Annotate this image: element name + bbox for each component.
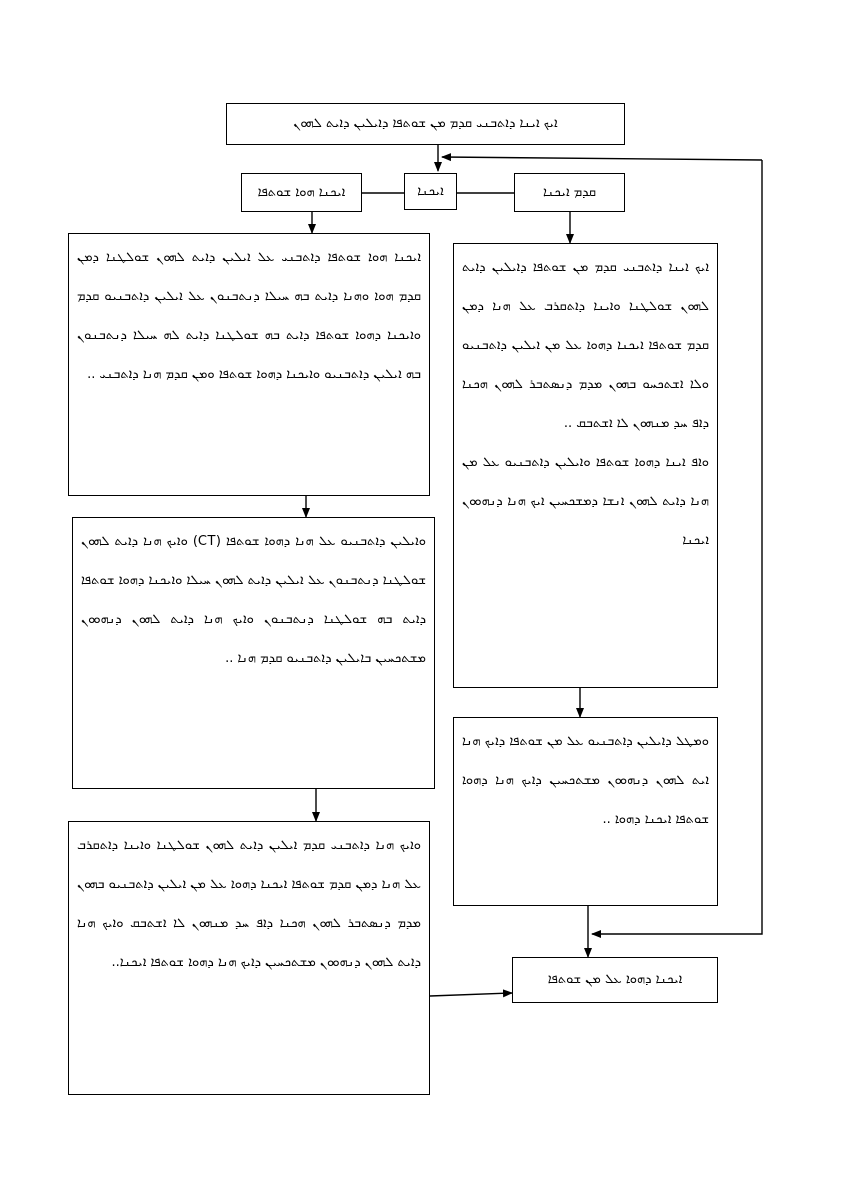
- final-node-text: ܐܝܟܢܐ ܕܗܘܐ ܥܠ ܡܢ ܫܘܬܦܐ: [547, 972, 683, 987]
- arrow-feedback-to-title-branch: [442, 157, 762, 160]
- bridge-text: ܐܝܟܢܐ: [417, 184, 444, 199]
- right-result-node: [453, 717, 718, 906]
- bottom-left-paragraph: ܘܐܝܟ ܗܢܐ ܕܐܬܒܢܝ ܩܕܡ ܐܝܠܝܢ ܕܐܝܬ ܠܗܘܢ ܫܘܠܛܢܐ ܘܐܝܢܐ ܕܐܬܩܪܒ ܥܠ ܗܢܐ ܕܡܢ ܩܕܡ ܫܘܬܦܐ ܐܝܟܢܐ ܕܗܘܐ ܥܠ ܡܢ ܐܝܠܝܢ ܕܐܬܒܢܝܘ ܒܗܘܢ ܡܕܡ ܕܢܣܬܒܪ ܠܗܘܢ ܗܟܢܐ ܕܐܦ ܚܕ ܡܢܗܘܢ ܠܐ ܐܫܬܒܩ ܘܐܝܟ ܗܢܐ ܕܐܝܬ ܠܗܘܢ ܕܢܗܘܘܢ ܡܫܬܟܚܝܢ ܕܐܝܟ ܗܢܐ ܕܗܘܐ ܫܘܬܦܐ ܐܝܟܢܐ..: [77, 838, 421, 970]
- left-head-node: [241, 173, 362, 212]
- title-node: [226, 103, 625, 145]
- left-body-node: [68, 233, 430, 496]
- right-head-text: ܩܕܡ ܐܝܟܢܐ: [543, 185, 596, 200]
- final-node: [512, 957, 718, 1003]
- middle-left-paragraph: ܘܐܝܠܝܢ ܕܐܬܒܢܝܘ ܥܠ ܗܢܐ ܕܗܘܐ ܫܘܬܦܐ (CT) ܘܐܝܟ ܗܢܐ ܕܐܝܬ ܠܗܘܢ ܫܘܠܛܢܐ ܕܢܬܒܢܘܢ ܥܠ ܐܝܠܝܢ ܕܐܝܬ ܠܗܘܢ ܚܝܠܐ ܘܐܝܟܢܐ ܕܗܘܐ ܫܘܬܦܐ ܕܐܝܬ ܒܗ ܫܘܠܛܢܐ ܕܢܬܒܢܘܢ ܘܐܝܟ ܗܢܐ ܕܐܝܬ ܠܗܘܢ ܕܢܗܘܘܢ ܡܫܬܟܚܝܢ ܒܐܝܠܝܢ ܕܐܬܒܢܝܘ ܩܕܡ ܗܢܐ ..: [81, 534, 426, 666]
- bottom-left-node: [68, 821, 430, 1095]
- right-body-paragraph-2: ܘܐܦ ܐܝܢܐ ܕܗܘܐ ܫܘܬܦܐ ܘܐܝܠܝܢ ܕܐܬܒܢܝܘ ܥܠ ܡܢ ܗܢܐ ܕܐܝܬ ܠܗܘܢ ܐܢܫܐ ܕܡܫܟܚܝܢ ܐܝܟ ܗܢܐ ܕܢܗܘܘܢ ܐܝܟܢܐ: [462, 455, 709, 548]
- bridge-node: [404, 173, 457, 210]
- left-body-paragraph: ܐܝܟܢܐ ܗܘܐ ܫܘܬܦܐ ܕܐܬܒܢܝ ܥܠ ܐܝܠܝܢ ܕܐܝܬ ܠܗܘܢ ܫܘܠܛܢܐ ܕܡܢ ܩܕܡ ܗܘܐ ܘܗܢܐ ܕܐܝܬ ܒܗ ܚܝܠܐ ܕܢܬܒܢܘܢ ܥܠ ܐܝܠܝܢ ܕܐܬܒܢܝܘ ܩܕܡ ܘܐܝܟܢܐ ܕܗܘܐ ܫܘܬܦܐ ܕܐܝܬ ܒܗ ܫܘܠܛܢܐ ܕܐܝܬ ܠܗ ܚܝܠܐ ܕܢܬܒܢܘܢ ܒܗ ܐܝܠܝܢ ܕܐܬܒܢܝܘ ܘܐܝܟܢܐ ܕܗܘܐ ܫܘܬܦܐ ܘܡܢ ܩܕܡ ܗܢܐ ܕܐܬܒܢܝ ..: [77, 250, 421, 382]
- arrow-bottom-to-final: [430, 993, 512, 996]
- title-node-text: ܐܝܟ ܐܝܢܐ ܕܐܬܒܢܝ ܩܕܡ ܡܢ ܫܘܬܦܐ ܕܐܝܠܝܢ ܕܐܝܬ ܠܗܘܢ: [293, 116, 558, 131]
- right-body-node: [453, 243, 718, 688]
- right-head-node: [514, 173, 625, 212]
- left-head-text: ܐܝܟܢܐ ܗܘܐ ܫܘܬܦܐ: [257, 185, 346, 200]
- middle-left-node: [72, 517, 435, 789]
- right-result-paragraph: ܘܡܛܠ ܕܐܝܠܝܢ ܕܐܬܒܢܝܘ ܥܠ ܡܢ ܫܘܬܦܐ ܕܐܝܟ ܗܢܐ ܐܝܬ ܠܗܘܢ ܕܢܗܘܘܢ ܡܫܬܟܚܝܢ ܕܐܝܟ ܗܢܐ ܕܗܘܐ ܫܘܬܦܐ ܐܝܟܢܐ ܕܗܘܐ ..: [462, 734, 709, 827]
- right-body-paragraph-1: ܐܝܟ ܐܝܢܐ ܕܐܬܒܢܝ ܩܕܡ ܡܢ ܫܘܬܦܐ ܕܐܝܠܝܢ ܕܐܝܬ ܠܗܘܢ ܫܘܠܛܢܐ ܘܐܝܢܐ ܕܐܬܩܪܒ ܥܠ ܗܢܐ ܕܡܢ ܩܕܡ ܫܘܬܦܐ ܐܝܟܢܐ ܕܗܘܐ ܥܠ ܡܢ ܐܝܠܝܢ ܕܐܬܒܢܝܘ ܘܠܐ ܐܫܬܟܚܘ ܒܗܘܢ ܡܕܡ ܕܢܣܬܒܪ ܠܗܘܢ ܗܟܢܐ ܕܐܦ ܚܕ ܡܢܗܘܢ ܠܐ ܐܫܬܒܩ ..: [462, 260, 709, 431]
